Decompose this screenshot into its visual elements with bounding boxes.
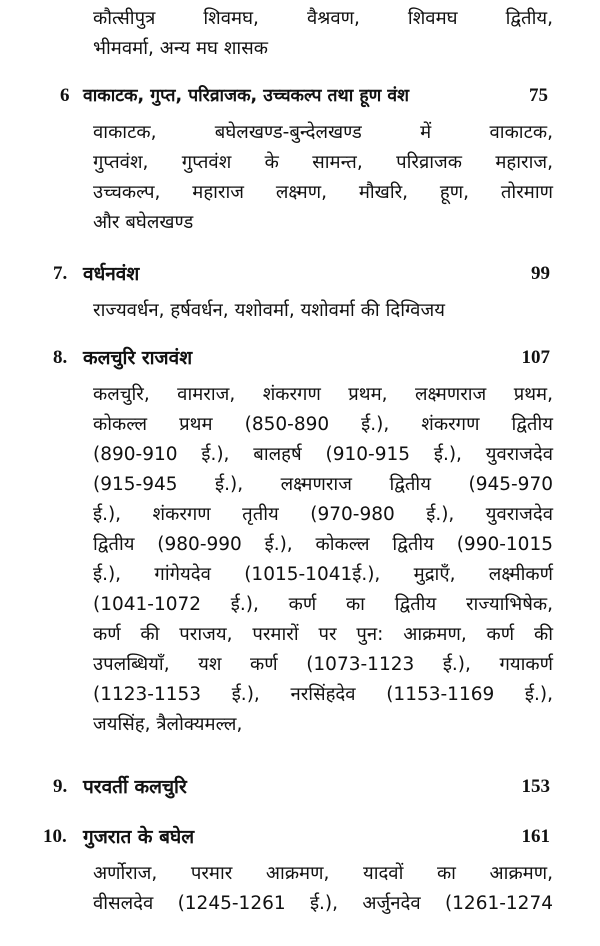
subtopic-line: द्वितीय (980-990 ई.), कोकल्ल द्वितीय (990-1015 [93,534,553,555]
subtopic-line: उपलब्धियाँ, यश कर्ण (1073-1123 ई.), गयाकर्ण [93,654,553,675]
chapter-number: 9. [53,776,68,797]
previous-chapter-subtopics [93,4,553,64]
subtopic-line: जयसिंह, त्रैलोक्यमल्ल, [93,714,243,735]
chapter-title: कलचुरि राजवंश [83,347,193,369]
chapter-title: परवर्ती कलचुरि [83,776,187,798]
subtopic-line: राज्यवर्धन, हर्षवर्धन, यशोवर्मा, यशोवर्मा की दिग्विजय [93,300,445,321]
chapter-10-subtopics [93,859,553,919]
subtopic-line: कोकल्ल प्रथम (850-890 ई.), शंकरगण द्वितीय [93,414,553,435]
chapter-page-number: 107 [521,347,550,368]
chapter-page-number: 99 [531,263,550,284]
subtopic-line: कौत्सीपुत्र शिवमघ, वैश्रवण, शिवमघ द्वितीय, [93,8,553,29]
subtopic-line: (1123-1153 ई.), नरसिंहदेव (1153-1169 ई.), [93,684,553,705]
subtopic-line: ई.), गांगेयदेव (1015-1041ई.), मुद्राएँ, लक्ष्मीकर्ण [93,564,553,585]
subtopic-line: अर्णोराज, परमार आक्रमण, यादवों का आक्रमण, [93,863,553,884]
chapter-6-subtopics [93,118,553,238]
chapter-page-number: 75 [529,85,548,106]
subtopic-line: ई.), शंकरगण तृतीय (970-980 ई.), युवराजदेव [93,504,553,525]
chapter-heading-6[interactable] [0,81,600,111]
subtopic-line: कर्ण की पराजय, परमारों पर पुन: आक्रमण, कर्ण की [93,624,553,645]
chapter-number: 10. [43,826,67,847]
chapter-number: 6 [60,85,70,106]
subtopic-line: वीसलदेव (1245-1261 ई.), अर्जुनदेव (1261-1274 [93,893,553,914]
subtopic-line: वाकाटक, बघेलखण्ड-बुन्देलखण्ड में वाकाटक, [93,122,553,143]
chapter-heading-7[interactable] [0,259,600,289]
chapter-number: 7. [53,263,68,284]
chapter-heading-9[interactable] [0,772,600,802]
subtopic-line: भीमवर्मा, अन्य मघ शासक [93,38,268,59]
chapter-page-number: 153 [521,776,550,797]
subtopic-line: (1041-1072 ई.), कर्ण का द्वितीय राज्याभिषेक, [93,594,553,615]
chapter-heading-10[interactable] [0,822,600,852]
chapter-8-subtopics [93,380,553,740]
chapter-7-subtopics [93,296,553,326]
subtopic-line: (915-945 ई.), लक्ष्मणराज द्वितीय (945-970 [93,474,553,495]
chapter-title: वर्धनवंश [83,263,140,285]
chapter-page-number: 161 [521,826,550,847]
subtopic-line: और बघेलखण्ड [93,212,194,233]
subtopic-line: (890-910 ई.), बालहर्ष (910-915 ई.), युवराजदेव [93,444,553,465]
subtopic-line: कलचुरि, वामराज, शंकरगण प्रथम, लक्ष्मणराज प्रथम, [93,384,553,405]
subtopic-line: उच्चकल्प, महाराज लक्ष्मण, मौखरि, हूण, तोरमाण [93,182,553,203]
subtopic-line: गुप्तवंश, गुप्तवंश के सामन्त, परिव्राजक महाराज, [93,152,553,173]
chapter-heading-8[interactable] [0,343,600,373]
chapter-number: 8. [53,347,68,368]
chapter-title: वाकाटक, गुप्त, परिव्राजक, उच्चकल्प तथा हूण वंश [83,86,409,106]
chapter-title: गुजरात के बघेल [83,826,195,848]
